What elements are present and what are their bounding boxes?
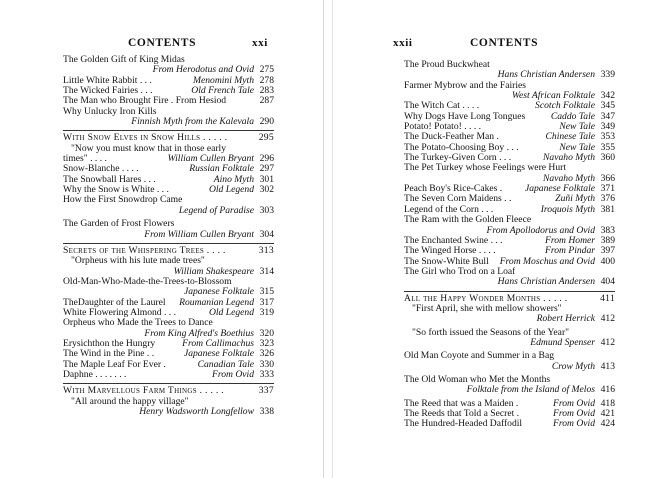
entry-source: Scotch Folktale — [535, 101, 595, 112]
contents-entry — [63, 397, 274, 407]
contents-entry — [404, 314, 615, 324]
entry-page-number: 345 — [600, 100, 615, 112]
contents-entry — [404, 184, 615, 194]
entry-source: From Callimachus — [182, 338, 254, 349]
entry-title: All the Happy Wonder Months . . . . . — [404, 293, 568, 304]
entry-source: William Shakespeare — [173, 266, 254, 277]
entry-title: The Winged Horse . . . . — [404, 246, 496, 257]
entry-page-number: 283 — [259, 85, 274, 97]
entry-page-number: 421 — [600, 408, 615, 419]
contents-entry — [404, 362, 615, 372]
contents-entry — [63, 318, 274, 328]
entry-title: With Snow Elves in Snow Hills . . . . . — [63, 133, 228, 144]
contents-entry — [63, 86, 274, 96]
entry-page-number: 355 — [600, 141, 615, 153]
entry-page-number: 320 — [259, 327, 274, 339]
entry-page-number: 376 — [600, 193, 615, 205]
contents-entry — [404, 194, 615, 204]
entry-title: Legend of the Corn . . . — [404, 204, 494, 215]
entry-source: Henry Wadsworth Longfellow — [139, 407, 254, 417]
contents-entry — [63, 308, 274, 318]
entry-page-number: 400 — [600, 255, 615, 267]
entry-page-number: 303 — [259, 204, 274, 216]
entry-title: The Wind in the Pine . . — [63, 349, 155, 360]
entry-source: Canadian Tale — [197, 359, 254, 370]
section-divider — [404, 291, 615, 292]
entry-title: The Old Woman who Met the Months — [404, 374, 551, 385]
entry-source: Roumanian Legend — [179, 297, 254, 308]
contents-entry — [63, 96, 274, 106]
entry-source: Navaho Myth — [543, 153, 595, 164]
entry-title: The Reeds that Told a Secret . — [404, 409, 520, 419]
contents-entry — [63, 329, 274, 339]
contents-entry — [63, 206, 274, 216]
entry-page-number: 342 — [600, 90, 615, 102]
contents-entry — [63, 175, 274, 185]
contents-entry — [63, 360, 274, 370]
right-header-title: CONTENTS — [470, 37, 539, 49]
entry-title: The Snowball Hares . . . — [63, 174, 156, 185]
contents-entry — [404, 163, 615, 173]
entry-title: "So forth issued the Seasons of the Year" — [412, 327, 570, 338]
entry-title: "All around the happy village" — [71, 396, 189, 407]
entry-source: Caddo Tale — [550, 111, 595, 122]
contents-entry — [404, 205, 615, 215]
entry-title: Secrets of the Whispering Trees . . . . — [63, 245, 226, 256]
contents-entry — [63, 107, 274, 117]
entry-page-number: 383 — [600, 224, 615, 236]
contents-entry — [63, 117, 274, 127]
entry-title: Why Unlucky Iron Kills — [63, 106, 157, 117]
entry-page-number: 349 — [600, 121, 615, 133]
entry-page-number: 424 — [600, 418, 615, 430]
contents-entry — [404, 143, 615, 153]
entry-page-number: 314 — [259, 265, 274, 277]
entry-source: Navaho Myth — [543, 173, 595, 184]
contents-entry — [404, 338, 615, 348]
entry-page-number: 333 — [259, 368, 274, 380]
entry-title: times" . . . . — [63, 154, 107, 165]
left-page — [0, 0, 323, 478]
entry-title: The Duck-Feather Man . — [404, 132, 499, 143]
entry-page-number: 404 — [600, 276, 615, 288]
entry-source: Finnish Myth from the Kalevala — [131, 117, 254, 128]
entry-page-number: 287 — [259, 95, 274, 107]
entry-title: Erysichthon the Hungry — [63, 338, 156, 349]
contents-entry — [63, 339, 274, 349]
section-divider — [63, 383, 274, 384]
entry-page-number: 275 — [259, 64, 274, 76]
entry-source: From Herodotus and Ovid — [152, 65, 254, 76]
contents-entry — [63, 144, 274, 154]
entry-source: From Homer — [544, 235, 595, 246]
entry-source: Japanese Folktale — [183, 287, 254, 298]
entry-source: Zuñi Myth — [555, 194, 595, 205]
entry-title: "Now you must know that in those early — [71, 143, 226, 154]
contents-entry — [404, 304, 615, 314]
contents-entry — [63, 407, 274, 417]
entry-page-number: 347 — [600, 110, 615, 122]
entry-source: West African Folktale — [511, 91, 595, 102]
entry-source: Old Legend — [208, 307, 254, 318]
left-contents-list — [63, 55, 274, 417]
entry-title: Why Dogs Have Long Tongues — [404, 111, 526, 122]
contents-entry — [404, 328, 615, 338]
entry-title: White Flowering Almond . . . — [63, 307, 176, 318]
entry-title: The Ram with the Golden Fleece — [404, 215, 532, 226]
section-heading-row — [63, 386, 274, 396]
entry-source: From Ovid — [211, 369, 254, 380]
section-heading-row — [404, 294, 615, 304]
entry-page-number: 389 — [600, 234, 615, 246]
entry-title: "Orpheus with his lute made trees" — [71, 256, 205, 267]
contents-entry — [63, 55, 274, 65]
entry-page-number: 323 — [259, 337, 274, 349]
entry-title: Daphne . . . . . . . — [63, 369, 127, 380]
entry-source: From Ovid — [552, 419, 595, 430]
entry-source: Hans Christian Andersen — [497, 277, 595, 288]
entry-title: The Maple Leaf For Ever . — [63, 359, 166, 370]
contents-entry — [404, 246, 615, 256]
entry-title: Little White Rabbit . . . — [63, 75, 152, 86]
entry-source: Chinese Tale — [545, 132, 595, 143]
contents-entry — [63, 298, 274, 308]
contents-entry — [63, 349, 274, 359]
entry-page-number: 353 — [600, 131, 615, 143]
contents-entry — [404, 236, 615, 246]
contents-entry — [404, 351, 615, 361]
entry-source: Old French Tale — [191, 86, 254, 97]
entry-page-number: 412 — [600, 313, 615, 325]
left-header-title: CONTENTS — [128, 37, 197, 49]
entry-page-number: 337 — [258, 385, 274, 397]
right-page — [333, 0, 660, 478]
contents-entry — [63, 370, 274, 380]
entry-title: How the First Snowdrop Came — [63, 195, 183, 206]
entry-source: Japanese Folktale — [183, 349, 254, 360]
contents-entry — [404, 277, 615, 287]
contents-entry — [404, 385, 615, 395]
section-divider — [63, 243, 274, 244]
contents-entry — [63, 164, 274, 174]
entry-source: From Ovid — [552, 409, 595, 419]
contents-entry — [63, 230, 274, 240]
entry-title: Old Man Coyote and Summer in a Bag — [404, 351, 555, 362]
contents-entry — [404, 153, 615, 163]
entry-title: The Witch Cat . . . . — [404, 101, 480, 112]
entry-source: New Tale — [559, 122, 595, 133]
left-page-number: xxi — [252, 37, 268, 49]
entry-page-number: 295 — [258, 132, 274, 144]
contents-entry — [404, 60, 615, 70]
contents-entry — [404, 112, 615, 122]
contents-entry — [404, 409, 615, 419]
entry-page-number: 371 — [600, 183, 615, 195]
entry-source: From Ovid — [552, 398, 595, 409]
entry-title: The Golden Gift of King Midas — [63, 55, 185, 65]
contents-entry — [404, 226, 615, 236]
entry-page-number: 319 — [259, 306, 274, 318]
entry-page-number: 413 — [600, 360, 615, 372]
contents-entry — [63, 267, 274, 277]
entry-page-number: 338 — [259, 406, 274, 417]
contents-entry — [63, 195, 274, 205]
entry-title: The Garden of Frost Flowers — [63, 219, 175, 230]
entry-title: Orpheus who Made the Trees to Dance — [63, 318, 213, 329]
entry-title: The Girl who Trod on a Loaf — [404, 266, 516, 277]
contents-entry — [63, 185, 274, 195]
section-heading-row — [63, 133, 274, 143]
entry-source: From Pindar — [544, 246, 595, 257]
entry-title: The Potato-Choosing Boy . . . — [404, 142, 519, 153]
entry-page-number: 411 — [600, 292, 615, 304]
entry-source: From Apollodorus and Ovid — [486, 225, 595, 236]
entry-title: "First April, she with mellow showers" — [412, 303, 562, 314]
entry-title: The Snow-White Bull — [404, 256, 489, 267]
entry-source: Russian Folktale — [189, 164, 254, 175]
entry-source: Aino Myth — [213, 174, 254, 185]
entry-title: The Proud Buckwheat — [404, 60, 490, 70]
entry-page-number: 326 — [259, 348, 274, 360]
entry-page-number: 302 — [259, 184, 274, 196]
entry-title: The Wicked Fairies . . . — [63, 86, 153, 97]
contents-entry — [63, 287, 274, 297]
entry-page-number: 297 — [259, 163, 274, 175]
entry-page-number: 418 — [600, 397, 615, 409]
entry-title: With Marvellous Farm Things . . . . . — [63, 386, 224, 397]
contents-entry — [63, 277, 274, 287]
entry-source: William Cullen Bryant — [167, 154, 254, 165]
section-heading-row — [63, 246, 274, 256]
contents-entry — [63, 154, 274, 164]
entry-page-number: 381 — [600, 203, 615, 215]
entry-source: From King Alfred's Boethius — [144, 328, 254, 339]
entry-source: Old Legend — [208, 185, 254, 196]
entry-page-number: 366 — [600, 172, 615, 184]
entry-source: Crow Myth — [551, 361, 595, 372]
entry-source: Robert Herrick — [536, 314, 595, 325]
entry-title: The Seven Corn Maidens . . — [404, 194, 512, 205]
book-gutter — [323, 0, 333, 478]
contents-entry — [63, 256, 274, 266]
entry-title: The Pet Turkey whose Feelings were Hurt — [404, 163, 567, 174]
entry-title: The Hundred-Headed Daffodil — [404, 419, 523, 430]
entry-page-number: 296 — [259, 153, 274, 165]
entry-source: Legend of Paradise — [178, 205, 254, 216]
contents-entry — [404, 399, 615, 409]
contents-entry — [404, 81, 615, 91]
entry-page-number: 339 — [600, 69, 615, 81]
entry-page-number: 290 — [259, 116, 274, 128]
entry-page-number: 397 — [600, 245, 615, 257]
entry-source: Japanese Folktale — [524, 184, 595, 195]
entry-title: The Enchanted Swine . . . — [404, 235, 503, 246]
entry-page-number: 301 — [259, 173, 274, 185]
contents-entry — [404, 174, 615, 184]
contents-entry — [63, 76, 274, 86]
entry-source: From William Cullen Bryant — [144, 229, 254, 240]
entry-page-number: 313 — [258, 244, 274, 256]
right-page-number: xxii — [393, 37, 413, 49]
entry-title: The Man who Brought Fire . From Hesiod — [63, 96, 227, 107]
entry-title: The Reed that was a Maiden . — [404, 398, 519, 409]
entry-page-number: 416 — [600, 384, 615, 396]
entry-title: TheDaughter of the Laurel — [63, 297, 166, 308]
entry-title: Snow-Blanche . . . . — [63, 164, 139, 175]
entry-source: Folktale from the Island of Melos — [466, 385, 595, 396]
right-contents-list — [404, 60, 615, 430]
entry-page-number: 304 — [259, 228, 274, 240]
contents-entry — [63, 219, 274, 229]
entry-title: Farmer Mybrow and the Fairies — [404, 80, 527, 91]
entry-page-number: 330 — [259, 358, 274, 370]
entry-source: Hans Christian Andersen — [497, 70, 595, 81]
contents-entry — [404, 267, 615, 277]
entry-source: From Moschus and Ovid — [499, 256, 595, 267]
contents-entry — [404, 70, 615, 80]
entry-source: Edmund Spenser — [530, 337, 595, 348]
contents-entry — [404, 419, 615, 429]
contents-entry — [404, 215, 615, 225]
contents-entry — [404, 257, 615, 267]
entry-source: New Tale — [559, 142, 595, 153]
entry-title: Peach Boy's Rice-Cakes . — [404, 184, 503, 195]
entry-page-number: 317 — [259, 296, 274, 308]
contents-entry — [404, 101, 615, 111]
entry-title: Potato! Potato! . . . . — [404, 122, 482, 133]
entry-source: Iroquois Myth — [540, 204, 595, 215]
entry-page-number: 412 — [600, 336, 615, 348]
entry-title: The Turkey-Given Corn . . . — [404, 153, 512, 164]
entry-page-number: 360 — [600, 152, 615, 164]
section-divider — [63, 130, 274, 131]
contents-entry — [404, 91, 615, 101]
entry-source: Menomini Myth — [192, 75, 254, 86]
entry-page-number: 315 — [259, 286, 274, 298]
contents-entry — [404, 375, 615, 385]
contents-entry — [404, 132, 615, 142]
entry-title: Old-Man-Who-Made-the-Trees-to-Blossom — [63, 276, 232, 287]
entry-title: Why the Snow is White . . . — [63, 185, 169, 196]
entry-page-number: 278 — [259, 74, 274, 86]
contents-entry — [63, 65, 274, 75]
contents-entry — [404, 122, 615, 132]
